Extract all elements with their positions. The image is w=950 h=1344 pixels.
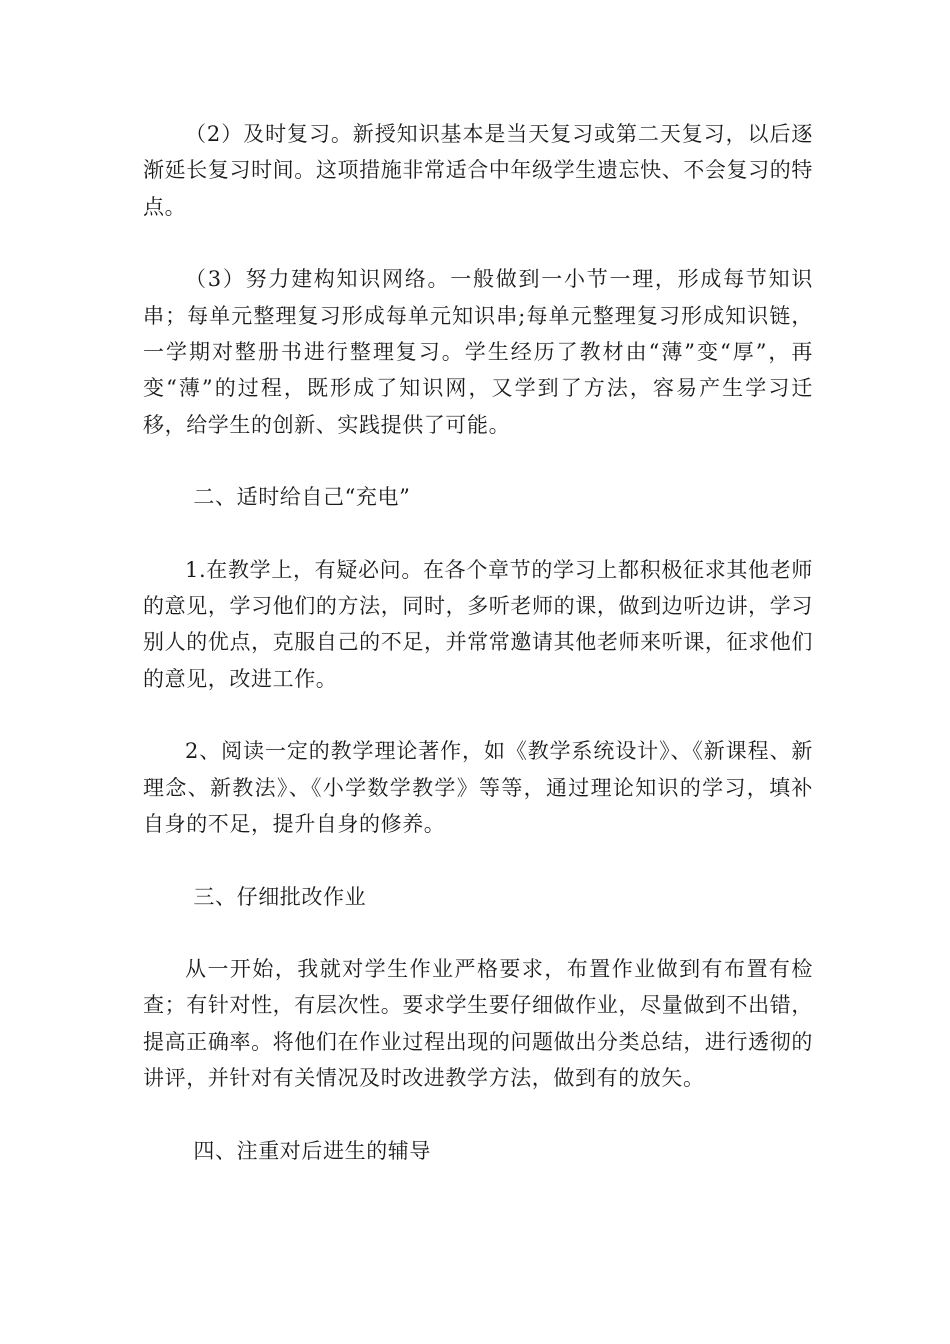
paragraph-timely-review: （2）及时复习。新授知识基本是当天复习或第二天复习，以后逐渐延长复习时间。这项措施非常适合中年级学生遗忘快、不会复习的特点。 xyxy=(143,122,813,219)
paragraph-read-theory: 2、阅读一定的教学理论著作，如《教学系统设计》、《新课程、新理念、新教法》、《小学数学教学》等等，通过理论知识的学习，填补自身的不足，提升自身的修养。 xyxy=(143,739,813,837)
section-heading-recharge: 二、适时给自己“充电” xyxy=(193,485,411,510)
document-body xyxy=(143,116,813,1205)
section-heading-grading-homework: 三、仔细批改作业 xyxy=(193,884,367,909)
paragraph-knowledge-network: （3）努力建构知识网络。一般做到一小节一理，形成每节知识串；每单元整理复习形成每单元知识串;每单元整理复习形成知识链，一学期对整册书进行整理复习。学生经历了教材由“薄”变“厚”，再变“薄”的过程，既形成了知识网，又学到了方法，容易产生学习迁移，给学生的创新、实践提供了可能。 xyxy=(143,267,813,437)
paragraph-homework-requirements: 从一开始，我就对学生作业严格要求，布置作业做到有布置有检查；有针对性，有层次性。要求学生要仔细做作业，尽量做到不出错，提高正确率。将他们在作业过程出现的问题做出分类总结，进行透彻的讲评，并针对有关情况及时改进教学方法，做到有的放矢。 xyxy=(143,956,813,1091)
paragraph-ask-questions: 1.在教学上，有疑必问。在各个章节的学习上都积极征求其他老师的意见，学习他们的方法，同时，多听老师的课，做到边听边讲，学习别人的优点，克服自己的不足，并常常邀请其他老师来听课，征求他们的意见，改进工作。 xyxy=(143,557,813,691)
section-heading-struggling-students: 四、注重对后进生的辅导 xyxy=(193,1138,431,1163)
